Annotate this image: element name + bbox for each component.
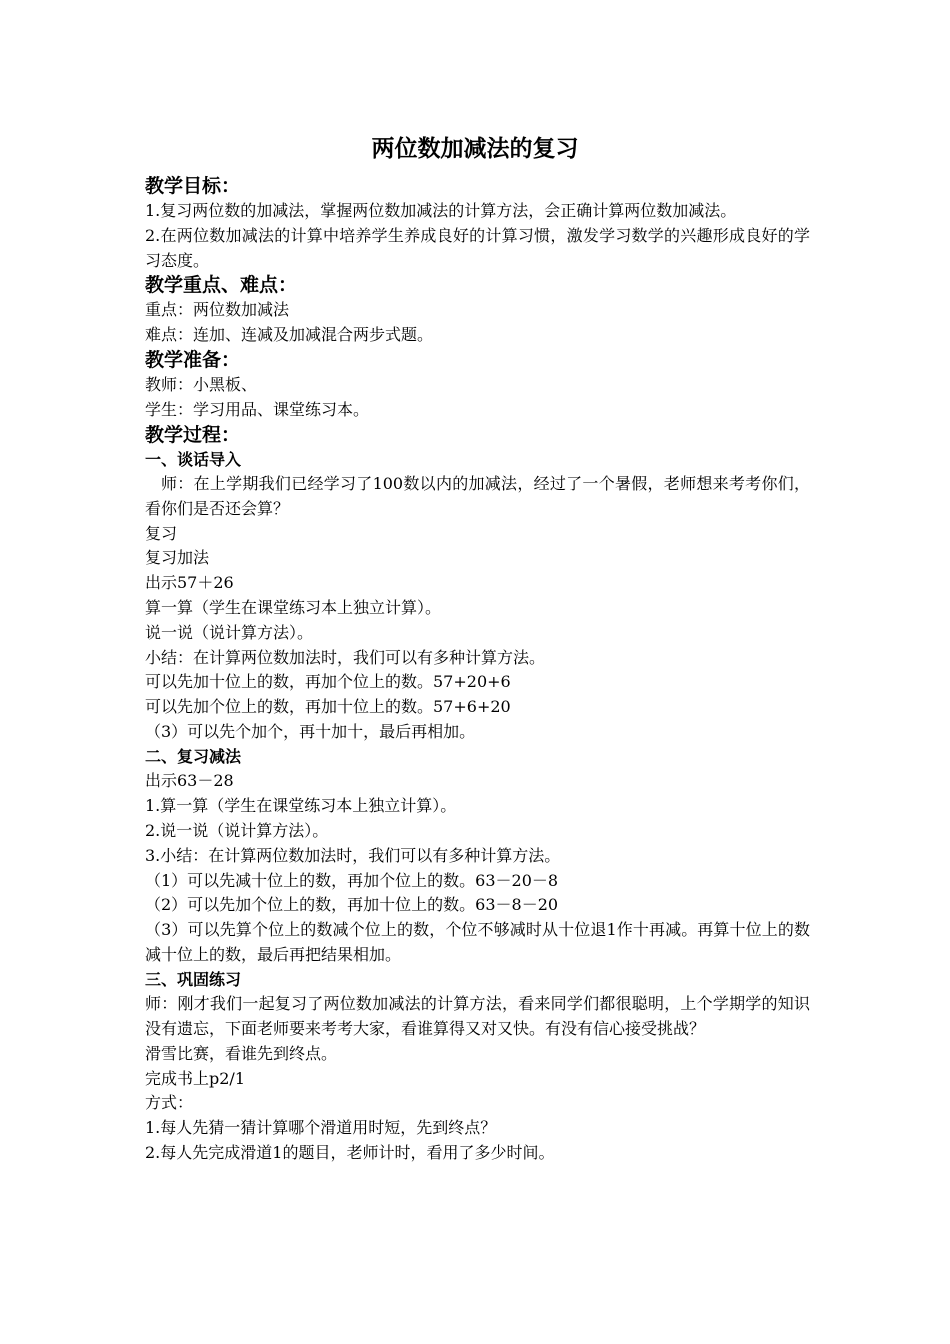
part1-line: 复习	[145, 523, 178, 543]
key-points-heading: 教学重点、难点：	[145, 274, 298, 297]
part3-heading: 三、巩固练习	[145, 969, 242, 989]
part2-line: （1）可以先减十位上的数，再加个位上的数。63－20－8	[145, 870, 559, 890]
part3-line: 完成书上p2/1	[145, 1068, 245, 1088]
key-point: 重点：两位数加减法	[145, 300, 290, 320]
preparation-student: 学生：学习用品、课堂练习本。	[145, 399, 370, 419]
part1-line: （3）可以先个加个，再十加十，最后再相加。	[145, 722, 476, 742]
document-body	[145, 174, 810, 1166]
part1-heading: 一、谈话导入	[145, 449, 242, 469]
part2-line: 出示63－28	[145, 771, 234, 791]
part3-line: 2.每人先完成滑道1的题目，老师计时，看用了多少时间。	[145, 1143, 555, 1162]
difficult-point: 难点：连加、连减及加减混合两步式题。	[145, 325, 434, 345]
part1-line: 可以先加十位上的数，再加个位上的数。57+20+6	[145, 672, 511, 692]
part2-heading: 二、复习减法	[145, 746, 242, 766]
part2-line: 1.算一算（学生在课堂练习本上独立计算）。	[145, 796, 457, 816]
part3-intro: 师：刚才我们一起复习了两位数加减法的计算方法，看来同学们都很聪明，上个学期学的知识没有遗忘，下面老师要来考考大家，看谁算得又对又快。有没有信心接受挑战？	[145, 994, 810, 1039]
part3-line: 方式：	[145, 1093, 194, 1113]
part1-line: 算一算（学生在课堂练习本上独立计算）。	[145, 598, 442, 618]
part2-line: 3.小结：在计算两位数加法时，我们可以有多种计算方法。	[145, 845, 561, 865]
preparation-teacher: 教师：小黑板、	[145, 374, 258, 394]
goal-1: 1.复习两位数的加减法，掌握两位数加减法的计算方法，会正确计算两位数加减法。	[145, 201, 737, 220]
part1-line: 说一说（说计算方法）。	[145, 622, 314, 642]
preparation-heading: 教学准备：	[145, 348, 241, 371]
part2-line: （2）可以先加个位上的数，再加十位上的数。63－8－20	[145, 895, 559, 915]
part1-intro: 师：在上学期我们已经学习了100数以内的加减法，经过了一个暑假，老师想来考考你们，看你们是否还会算？	[145, 474, 810, 518]
goals-heading: 教学目标：	[145, 175, 241, 197]
part1-line: 可以先加个位上的数，再加十位上的数。57+6+20	[145, 697, 511, 717]
process-heading: 教学过程：	[145, 423, 241, 446]
part1-line: 出示57＋26	[145, 573, 234, 593]
document-title: 两位数加减法的复习	[371, 136, 579, 162]
part3-line: 1.每人先猜一猜计算哪个滑道用时短，先到终点？	[145, 1118, 497, 1138]
part3-line: 滑雪比赛，看谁先到终点。	[145, 1043, 338, 1063]
part2-item-3: （3）可以先算个位上的数减个位上的数，个位不够减时从十位退1作十再减。再算十位上的数减十位上的数，最后再把结果相加。	[145, 920, 810, 964]
part1-line: 小结：在计算两位数加法时，我们可以有多种计算方法。	[145, 647, 546, 667]
part2-line: 2.说一说（说计算方法）。	[145, 820, 329, 840]
goal-2: 2.在两位数加减法的计算中培养学生养成良好的计算习惯，激发学习数学的兴趣形成良好的学习态度。	[145, 225, 810, 270]
part1-line: 复习加法	[145, 548, 210, 568]
